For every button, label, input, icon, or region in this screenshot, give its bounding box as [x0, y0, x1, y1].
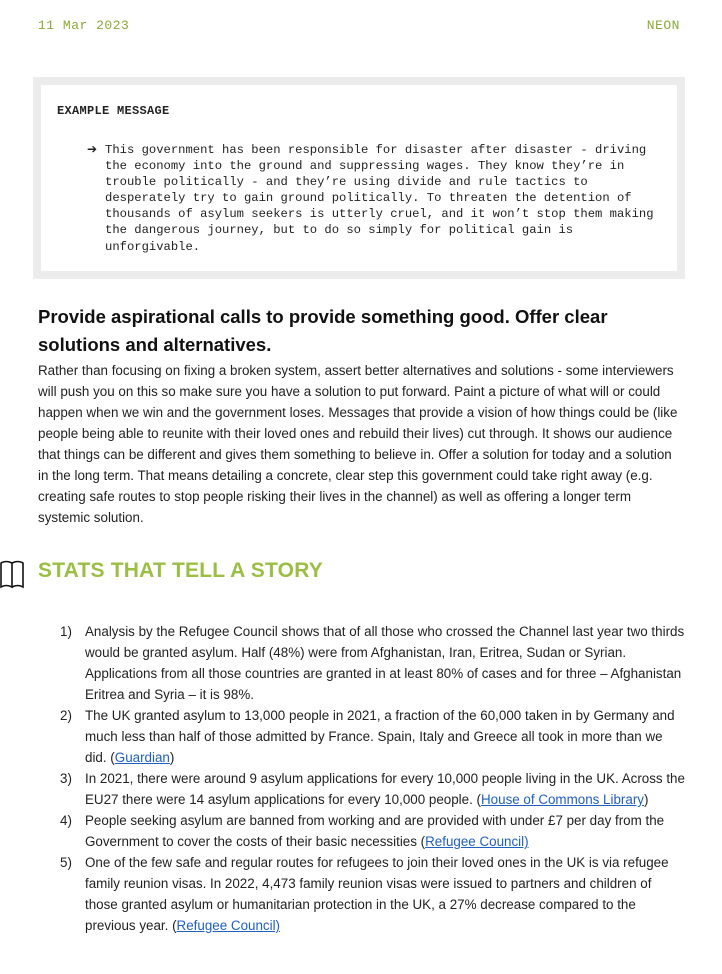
- header-brand: NEON: [646, 18, 680, 33]
- list-item: [60, 705, 685, 768]
- arrow-right-icon: ➔: [87, 142, 98, 156]
- list-item-text: People seeking asylum are banned from working and are provided with under £7 per day from the Government to cover the costs of their basic necessities (: [85, 813, 665, 849]
- list-item: [60, 810, 685, 852]
- stats-heading: STATS THAT TELL A STORY: [38, 559, 323, 582]
- list-item: [60, 852, 685, 936]
- example-message-inner: [41, 85, 677, 271]
- list-item-text: One of the few safe and regular routes for refugees to join their loved ones in the UK is via refugee family reunion visas. In 2022, 4,473 family reunion visas were issued to partners and children of those granted asylum or humanitarian protection in the UK, a 27% decrease compared to the previous year. (: [85, 855, 669, 933]
- list-item-text: The UK granted asylum to 13,000 people in 2021, a fraction of the 60,000 taken in by Germany and much less than half of those admitted by France. Spain, Italy and Greece all took in more than we did. (: [85, 708, 675, 765]
- guardian-link[interactable]: Guardian: [114, 750, 170, 765]
- list-item-suffix: ): [643, 792, 649, 807]
- list-item: [60, 768, 685, 810]
- house-of-commons-library-link[interactable]: House of Commons Library: [481, 792, 644, 807]
- aspiration-heading: Provide aspirational calls to provide something good. Offer clear solutions and alternatives.: [38, 306, 608, 355]
- refugee-council-link[interactable]: Refugee Council): [425, 834, 529, 849]
- book-icon: [0, 557, 24, 591]
- list-item-number: 2): [60, 708, 72, 723]
- list-item-text: Analysis by the Refugee Council shows that of all those who crossed the Channel last year two thirds would be granted asylum. Half (48%) were from Afghanistan, Iran, Eritrea, Sudan or Syrian. Applications from all those countries are granted in at least 80% of cases and for three – Afghanistan Eritrea and Syria – it is 98%.: [85, 624, 685, 702]
- stats-list: [60, 621, 685, 936]
- list-item: [60, 621, 685, 705]
- list-item-number: 4): [60, 813, 72, 828]
- list-item-text: In 2021, there were around 9 asylum applications for every 10,000 people living in the UK. Across the EU27 there were 14 asylum applications for every 10,000 people. (: [85, 771, 685, 807]
- list-item-number: 5): [60, 855, 72, 870]
- example-message-text: This government has been responsible for disaster after disaster - driving the economy into the ground and suppressing wages. They know they’re in trouble politically - and they’re using divide and rule tactics to desperately try to gain ground politically. To threaten the detention of thousands of asylum seekers is utterly cruel, and it won’t stop them making the dangerous journey, but to do so simply for political gain is unforgivable.: [105, 143, 654, 254]
- example-message-title: EXAMPLE MESSAGE: [57, 104, 170, 118]
- list-item-suffix: ): [169, 750, 175, 765]
- header-date: 11 Mar 2023: [38, 18, 130, 33]
- refugee-council-link[interactable]: Refugee Council): [176, 918, 281, 933]
- example-message-box: [33, 77, 685, 279]
- aspiration-body: Rather than focusing on fixing a broken system, assert better alternatives and solutions - some interviewers will push you on this so make sure you have a solution to put forward. Paint a picture of what will or could happen when we win and the government loses. Messages that provide a vision of how things could be (like people being able to reunite with their loved ones and rebuild their lives) cut through. It shows our audience that things can be different and gives them something to believe in. Offer a solution for today and a solution in the long term. That means detailing a concrete, clear step this government could take right away (e.g. creating safe routes to stop people risking their lives in the channel) as well as offering a longer term systemic solution.: [38, 363, 678, 525]
- list-item-number: 1): [60, 624, 72, 639]
- list-item-number: 3): [60, 771, 72, 786]
